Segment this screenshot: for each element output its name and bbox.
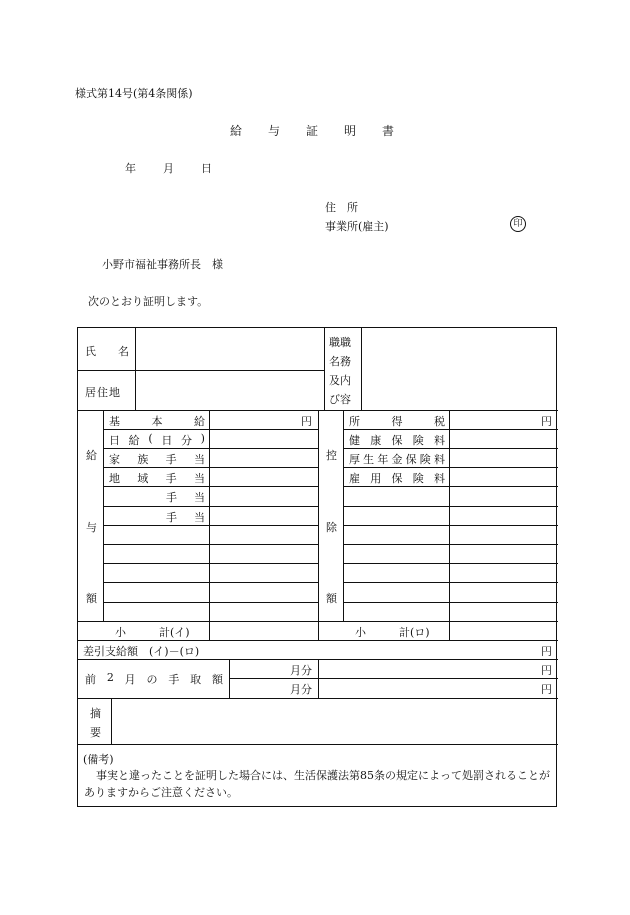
lead-text: 次のとおり証明します。 [88, 295, 209, 308]
address-label: 住 所 [325, 201, 358, 214]
deduct-section-char: 控 [326, 449, 337, 462]
pay-item-regional: 地 域 手 当 [109, 472, 205, 485]
form-number: 様式第14号(第4条関係) [75, 87, 193, 100]
month-portion-label: 月分 [290, 683, 312, 696]
grid-line [103, 410, 104, 621]
deduct-item-pension: 厚 生 年 金 保 険 料 [349, 453, 445, 466]
yen-unit: 円 [541, 415, 552, 428]
month-portion-label: 月分 [290, 664, 312, 677]
pay-item-allowance: 手 当 [166, 511, 205, 524]
grid-line [361, 328, 362, 410]
date-line [125, 160, 239, 176]
net-pay-label: 差引支給額 (イ)－(ロ) [83, 645, 200, 658]
name-label: 氏 名 [85, 345, 129, 358]
deduct-item-employment: 雇 用 保 険 料 [349, 472, 445, 485]
title-char: 書 [382, 124, 395, 138]
salary-table [77, 327, 557, 807]
grid-line [135, 328, 136, 410]
yen-unit: 円 [301, 415, 312, 428]
title-char: 与 [268, 124, 281, 138]
month-label: 月 [163, 162, 174, 175]
year-label: 年 [125, 162, 136, 175]
grid-line [318, 410, 319, 640]
title-char: 明 [344, 124, 357, 138]
job-label: 職職 名務 及内 び容 [329, 336, 351, 406]
pay-section-char: 額 [86, 592, 97, 605]
day-label: 日 [201, 162, 212, 175]
yen-unit: 円 [541, 664, 552, 677]
grid-line [78, 370, 324, 371]
residence-label: 居住地 [85, 386, 121, 399]
yen-unit: 円 [541, 683, 552, 696]
yen-unit: 円 [541, 645, 552, 658]
grid-line [343, 410, 344, 621]
deduct-item-income-tax: 所 得 税 [349, 415, 445, 428]
business-label: 事業所(雇主) [325, 220, 389, 233]
seal-mark: 印 [510, 216, 526, 232]
pay-section-char: 給 [86, 449, 97, 462]
grid-line [324, 328, 325, 410]
pay-subtotal-label: 小 計(イ) [115, 626, 190, 639]
deduct-section-char: 除 [326, 521, 337, 534]
deduct-item-health: 健 康 保 険 料 [349, 434, 445, 447]
addressee: 小野市福祉事務所長 様 [102, 258, 223, 271]
deduct-subtotal-label: 小 計(ロ) [355, 626, 430, 639]
document-title [230, 122, 420, 139]
remarks-label: 要 [90, 726, 101, 739]
pay-item-family: 家 族 手 当 [109, 453, 205, 466]
title-char: 給 [230, 124, 243, 138]
deduct-section-char: 額 [326, 592, 337, 605]
pay-item-daily: 日 給 ( 日 分 ) [109, 432, 205, 447]
pay-item-basic: 基 本 給 [109, 415, 205, 428]
title-char: 証 [306, 124, 319, 138]
remarks-label: 摘 [90, 707, 101, 720]
notes-text: 事実と違ったことを証明した場合には、生活保護法第85条の規定によって処罰されることがありますからご注意ください。 [84, 769, 550, 799]
notes-title: (備考) [83, 753, 114, 766]
pay-section-char: 与 [86, 521, 97, 534]
pay-item-allowance: 手 当 [166, 491, 205, 504]
prev-two-months-label: 前 2 月 の 手 取 額 [85, 671, 223, 686]
